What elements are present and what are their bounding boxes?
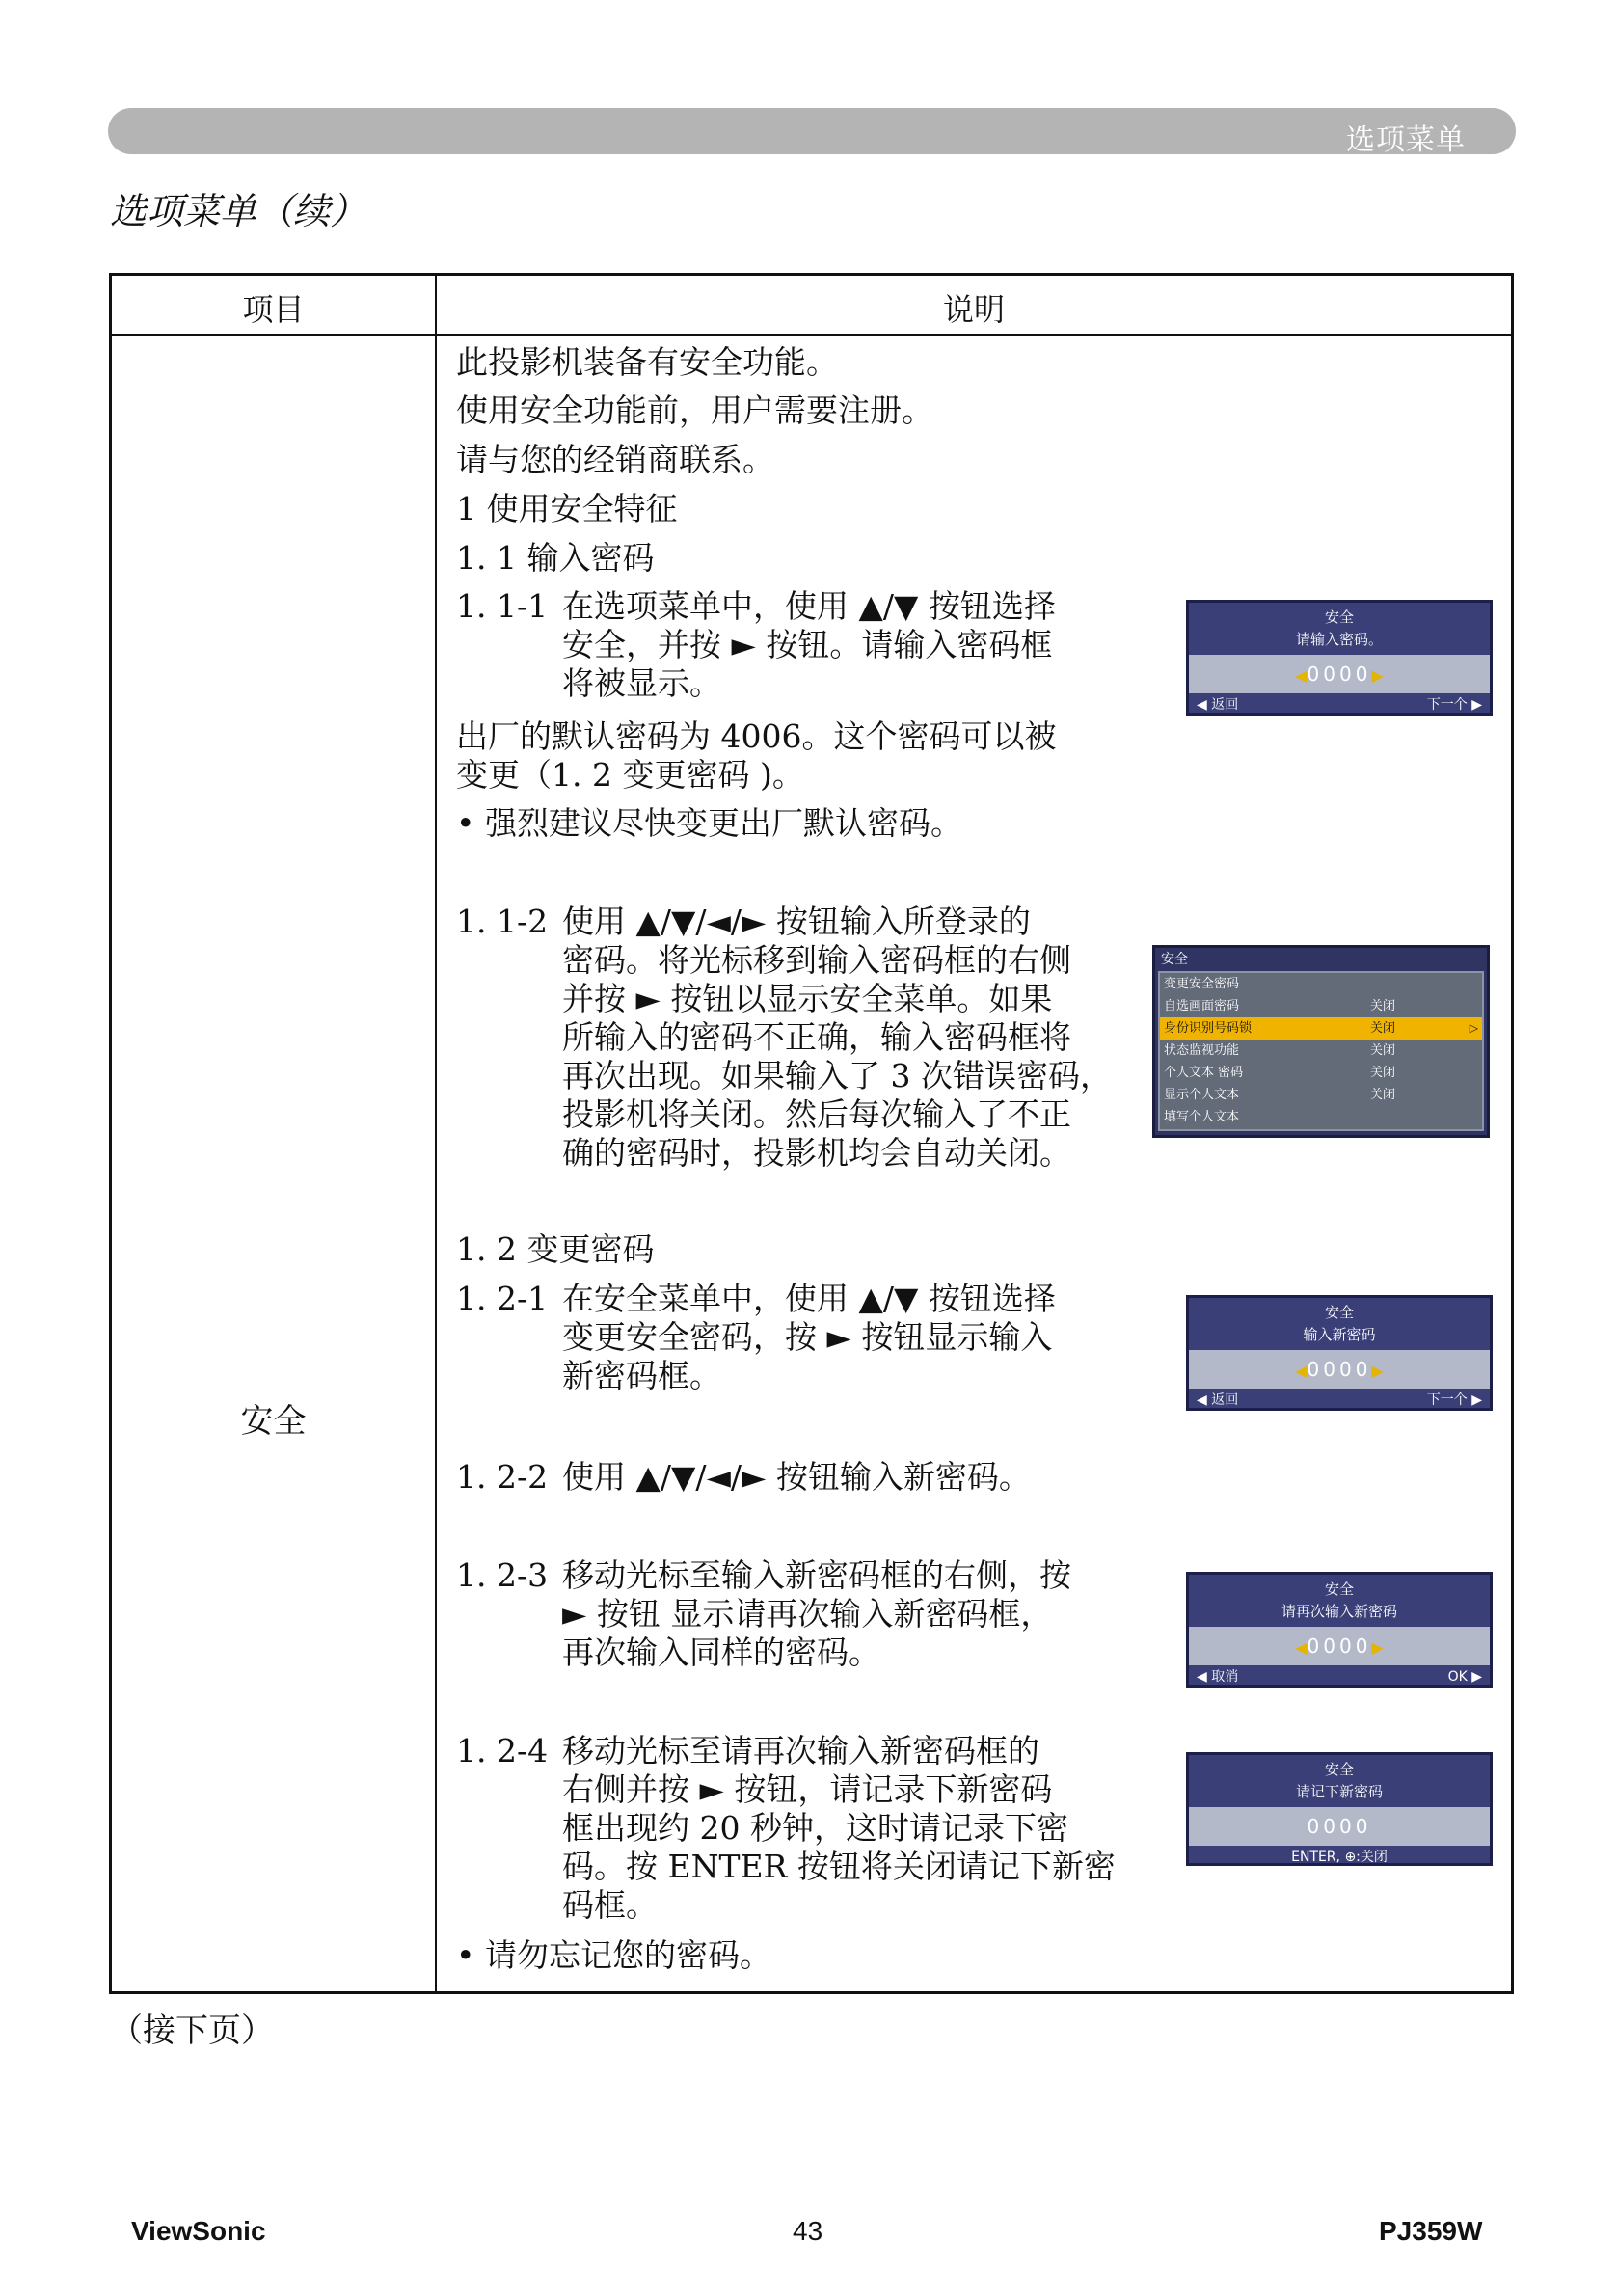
arrow-left-icon: ◀ (1295, 1638, 1308, 1657)
security-menu (1152, 945, 1490, 1138)
menu-item-change-password[interactable]: 变更安全密码 (1164, 977, 1240, 991)
step-text: 再次出现。如果输入了 3 次错误密码， (562, 1057, 1112, 1094)
password-digits: 0000 (1307, 1358, 1372, 1381)
password-digits: 0000 (1307, 662, 1372, 686)
osd-new-password-dialog (1186, 1295, 1493, 1411)
password-field[interactable] (1189, 1350, 1490, 1389)
back-button[interactable]: ◀ 返回 (1197, 1392, 1239, 1408)
arrow-right-icon: ▶ (1371, 1362, 1384, 1380)
osd-footer (1189, 1389, 1490, 1412)
step-text: 密码。将光标移到输入密码框的右侧 (562, 941, 1071, 979)
menu-item-write-mytext[interactable]: 填写个人文本 (1164, 1110, 1240, 1124)
step-text: 使用 ▲/▼/◄/► 按钮输入新密码。 (562, 1458, 1031, 1496)
step-number: 1. 2-4 (456, 1732, 549, 1769)
step-text: ► 按钮 显示请再次输入新密码框， (562, 1595, 1053, 1633)
osd-enter-password-dialog (1186, 600, 1493, 716)
footer-brand: ViewSonic (131, 2216, 266, 2246)
ok-button[interactable]: OK ▶ (1447, 1669, 1482, 1685)
footer-model: PJ359W (1379, 2216, 1483, 2246)
next-button[interactable]: 下一个 ▶ (1426, 697, 1482, 713)
osd-note-password-dialog (1186, 1752, 1493, 1866)
step-text: 码框。 (562, 1886, 658, 1924)
arrow-left-icon: ◀ (1295, 666, 1308, 685)
password-display (1189, 1807, 1490, 1846)
paragraph: 变更（1. 2 变更密码 )。 (456, 756, 804, 794)
paragraph: 使用安全功能前，用户需要注册。 (456, 392, 933, 429)
section-heading: 选项菜单（续） (110, 190, 367, 232)
password-digits: 0000 (1307, 1815, 1372, 1838)
step-number: 1. 2-2 (456, 1458, 549, 1496)
osd-title: 安全 (1324, 1761, 1354, 1778)
step-text: 移动光标至请再次输入新密码框的 (562, 1732, 1039, 1769)
step-text: 所输入的密码不正确，输入密码框将 (562, 1018, 1071, 1056)
step-text: 将被显示。 (562, 664, 721, 702)
step-text: 框出现约 20 秒钟，这时请记录下密 (562, 1809, 1068, 1847)
header-title: 选项菜单 (1346, 123, 1466, 157)
back-button[interactable]: ◀ 返回 (1197, 697, 1239, 713)
security-menu-list (1158, 971, 1484, 1131)
header-bar (108, 108, 1516, 157)
step-text: 新密码框。 (562, 1357, 721, 1394)
osd-title: 安全 (1324, 1304, 1354, 1321)
step-text: 移动光标至输入新密码框的右侧，按 (562, 1556, 1071, 1594)
password-field[interactable] (1189, 1627, 1490, 1665)
osd-title: 安全 (1324, 608, 1354, 626)
step-text: 使用 ▲/▼/◄/► 按钮输入所登录的 (562, 903, 1031, 940)
column-divider (435, 276, 437, 1991)
arrow-right-icon: ▶ (1371, 1638, 1384, 1657)
step-text: 在安全菜单中，使用 ▲/▼ 按钮选择 (562, 1280, 1056, 1317)
step-number: 1. 1-2 (456, 903, 549, 940)
step-text: 确的密码时，投影机均会自动关闭。 (562, 1134, 1071, 1172)
arrow-left-icon: ◀ (1295, 1362, 1308, 1380)
arrow-right-icon: ▶ (1371, 666, 1384, 685)
menu-item-pin-lock[interactable]: 身份识别号码锁 关闭 ▷ (1160, 1017, 1482, 1040)
next-button[interactable]: 下一个 ▶ (1426, 1392, 1482, 1408)
osd-prompt: 输入新密码 (1303, 1326, 1376, 1343)
bullet-note: • 强烈建议尽快变更出厂默认密码。 (456, 804, 962, 842)
step-text: 并按 ► 按钮以显示安全菜单。如果 (562, 980, 1053, 1017)
paragraph: 请与您的经销商联系。 (456, 441, 774, 478)
subheading: 1. 1 输入密码 (456, 539, 655, 577)
osd-prompt: 请输入密码。 (1295, 631, 1383, 648)
paragraph: 出厂的默认密码为 4006。这个密码可以被 (456, 717, 1057, 755)
continued-note: （接下页） (110, 2012, 274, 2050)
osd-prompt: 请再次输入新密码 (1281, 1603, 1397, 1620)
menu-item-mylogo-password[interactable]: 自选画面密码 关闭 (1164, 999, 1396, 1013)
osd-footer (1189, 1846, 1490, 1869)
step-text: 右侧并按 ► 按钮，请记录下新密码 (562, 1770, 1053, 1808)
cancel-button[interactable]: ◀ 取消 (1197, 1669, 1239, 1685)
footer-page-number: 43 (793, 2216, 823, 2246)
row-label-security: 安全 (240, 1402, 307, 1441)
step-text: 码。按 ENTER 按钮将关闭请记下新密 (562, 1848, 1116, 1885)
table-header-row (112, 276, 1511, 336)
step-text: 投影机将关闭。然后每次输入了不正 (562, 1095, 1071, 1133)
osd-prompt: 请记下新密码 (1295, 1783, 1383, 1800)
menu-item-mytext-password[interactable]: 个人文本 密码 关闭 (1164, 1066, 1396, 1080)
menu-item-status-monitor[interactable]: 状态监视功能 关闭 (1164, 1043, 1396, 1058)
subheading: 1. 2 变更密码 (456, 1230, 655, 1268)
security-menu-title: 安全 (1161, 952, 1188, 967)
osd-title: 安全 (1324, 1580, 1354, 1598)
paragraph: 此投影机装备有安全功能。 (456, 343, 838, 381)
step-text: 再次输入同样的密码。 (562, 1634, 880, 1671)
subheading: 1 使用安全特征 (456, 490, 678, 527)
step-text: 变更安全密码，按 ► 按钮显示输入 (562, 1318, 1053, 1356)
password-digits: 0000 (1307, 1634, 1372, 1658)
osd-reenter-password-dialog (1186, 1572, 1493, 1688)
step-text: 在选项菜单中，使用 ▲/▼ 按钮选择 (562, 587, 1056, 625)
osd-footer (1189, 693, 1490, 716)
close-hint[interactable]: ENTER, ⊕:关闭 (1291, 1850, 1388, 1865)
step-text: 安全，并按 ► 按钮。请输入密码框 (562, 626, 1053, 663)
column-header-item: 项目 (242, 291, 305, 328)
step-number: 1. 1-1 (456, 587, 549, 625)
bullet-note: • 请勿忘记您的密码。 (456, 1936, 771, 1974)
step-number: 1. 2-1 (456, 1280, 549, 1317)
menu-item-display-mytext[interactable]: 显示个人文本 关闭 (1164, 1088, 1396, 1102)
column-header-description: 说明 (942, 291, 1005, 328)
step-number: 1. 2-3 (456, 1556, 549, 1594)
password-field[interactable] (1189, 655, 1490, 693)
osd-footer (1189, 1665, 1490, 1688)
